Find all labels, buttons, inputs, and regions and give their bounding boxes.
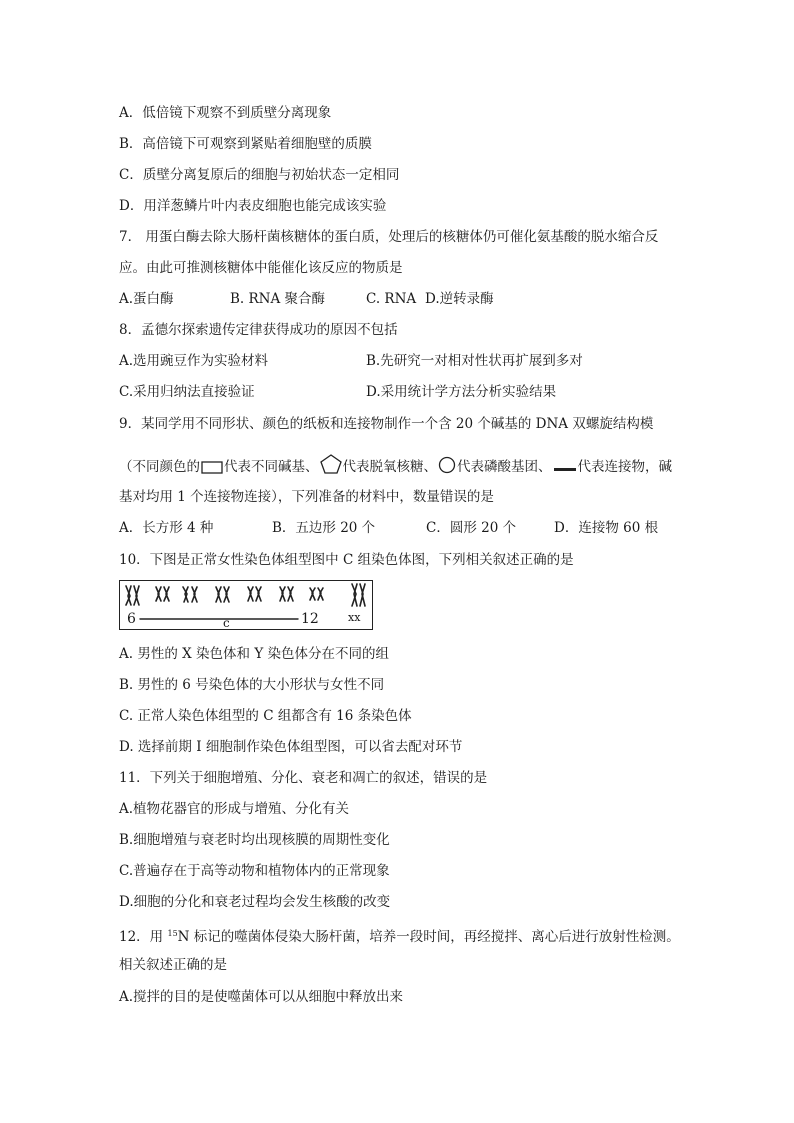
q12-stem-rest: N 标记的噬菌体侵染大肠杆菌，培养一段时间，再经搅拌、离心后进行放射性检测。: [177, 929, 680, 945]
q9-segment-2: 代表不同碱基、: [224, 459, 319, 475]
q7-option-d: D.逆转录酶: [425, 291, 494, 307]
q7-option-a: A.蛋白酶: [119, 291, 174, 307]
q9-segment-1: （不同颜色的: [119, 459, 200, 475]
q9-segment-4: 代表磷酸基团、: [457, 459, 552, 475]
q11-option-d: D.细胞的分化和衰老过程均会发生核酸的改变: [119, 894, 391, 910]
q7-stem-line2: 应。由此可推测核糖体中能催化该反应的物质是: [119, 260, 403, 276]
q8-stem: 8．孟德尔探索遗传定律获得成功的原因不包括: [119, 322, 398, 338]
q12-stem-line1: [119, 925, 680, 946]
q6-option-d: D．用洋葱鳞片叶内表皮细胞也能完成该实验: [119, 198, 387, 214]
chromosome-pairs: [120, 581, 371, 628]
q11-stem: 11．下列关于细胞增殖、分化、衰老和凋亡的叙述，错误的是: [119, 770, 488, 786]
q9-option-c: C．圆形 20 个: [426, 520, 517, 536]
q10-option-a: A. 男性的 X 染色体和 Y 染色体分在不同的组: [119, 646, 390, 662]
figure-label-sex: xx: [348, 611, 361, 624]
q8-option-c: C.采用归纳法直接验证: [119, 384, 255, 400]
q12-option-a: A.搅拌的目的是使噬菌体可以从细胞中释放出来: [119, 989, 404, 1005]
q9-stem-line2: [119, 454, 672, 476]
q7-option-c: C. RNA: [366, 291, 417, 307]
figure-label-end: 12: [301, 611, 319, 627]
q9-stem-line1: 9．某同学用不同形状、颜色的纸板和连接物制作一个含 20 个碱基的 DNA 双螺旋结构模: [119, 416, 654, 432]
q11-option-a: A.植物花器官的形成与增殖、分化有关: [119, 801, 350, 817]
karyotype-figure: [119, 580, 373, 630]
pentagon-icon: [320, 454, 342, 474]
q12-stem-line2: 相关叙述正确的是: [119, 957, 227, 973]
q9-stem-line3: 基对均用 1 个连接物连接），下列准备的材料中，数量错误的是: [119, 489, 494, 505]
q8-option-a: A.选用豌豆作为实验材料: [119, 353, 269, 369]
q6-option-a: A．低倍镜下观察不到质壁分离现象: [119, 105, 332, 121]
q12-stem-prefix: 12．用: [119, 929, 168, 945]
q9-option-a: A．长方形 4 种: [119, 520, 214, 536]
q10-option-b: B. 男性的 6 号染色体的大小形状与女性不同: [119, 677, 385, 693]
q11-option-b: B.细胞增殖与衰老时均出现核膜的周期性变化: [119, 832, 390, 848]
connector-bar-icon: [553, 464, 577, 474]
q7-option-b: B. RNA 聚合酶: [230, 291, 326, 307]
q9-option-b: B．五边形 20 个: [272, 520, 376, 536]
q6-option-b: B．高倍镜下可观察到紧贴着细胞壁的质膜: [119, 136, 372, 152]
q9-option-d: D．连接物 60 根: [554, 520, 659, 536]
rectangle-icon: [201, 460, 223, 474]
circle-icon: [438, 456, 456, 474]
q8-option-d: D.采用统计学方法分析实验结果: [366, 384, 557, 400]
q11-option-c: C.普遍存在于高等动物和植物体内的正常现象: [119, 863, 390, 879]
isotope-mass-number: 15: [167, 929, 178, 938]
q10-option-d: D. 选择前期 I 细胞制作染色体组型图，可以省去配对环节: [119, 739, 463, 755]
q8-option-b: B.先研究一对相对性状再扩展到多对: [366, 353, 583, 369]
q10-stem: 10．下图是正常女性染色体组型图中 C 组染色体图，下列相关叙述正确的是: [119, 552, 574, 568]
q6-option-c: C．质壁分离复原后的细胞与初始状态一定相同: [119, 167, 400, 183]
figure-label-start: 6: [127, 611, 136, 627]
q9-segment-3: 代表脱氧核糖、: [342, 459, 437, 475]
q10-option-c: C. 正常人染色体组型的 C 组都含有 16 条染色体: [119, 708, 412, 724]
figure-label-group: c: [223, 616, 230, 630]
q7-stem-line1: 7． 用蛋白酶去除大肠杆菌核糖体的蛋白质，处理后的核糖体仍可催化氨基酸的脱水缩合反: [119, 229, 659, 245]
q9-segment-5: 代表连接物，碱: [577, 459, 672, 475]
